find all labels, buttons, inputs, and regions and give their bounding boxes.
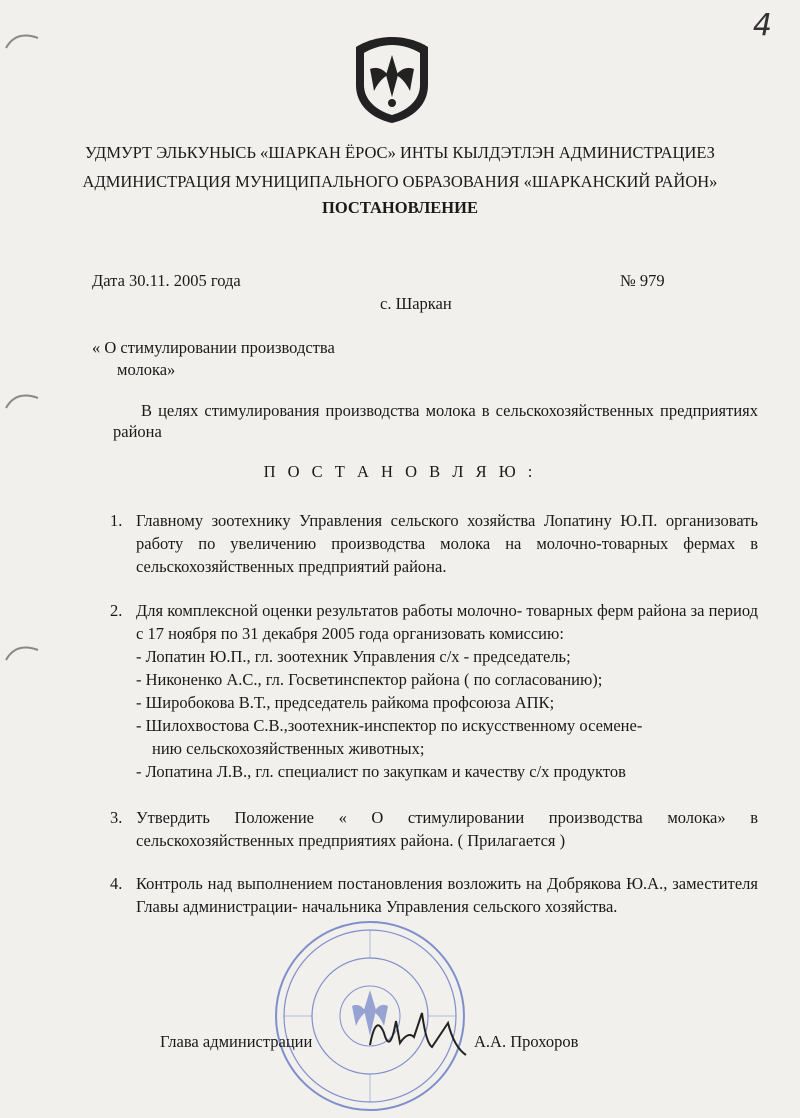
subject-line: « О стимулировании производства: [92, 338, 335, 357]
organization-name-russian: АДМИНИСТРАЦИЯ МУНИЦИПАЛЬНОГО ОБРАЗОВАНИЯ «ШАРКАНСКИЙ РАЙОН»: [82, 172, 718, 191]
resolution-heading: П О С Т А Н О В Л Я Ю :: [263, 462, 537, 481]
item-text: Для комплексной оценки результатов работы молочно- товарных ферм района за период с 17 ноября по 31 декабря 2005 года организовать комиссию:: [136, 601, 758, 643]
document-date: Дата 30.11. 2005 года: [92, 271, 241, 290]
item-text: Контроль над выполнением постановления возложить на Добрякова Ю.А., заместителя Главы администрации- начальника Управления сельского хозяйства.: [136, 874, 758, 916]
organization-name-udmurt: УДМУРТ ЭЛЬКУНЫСЬ «ШАРКАН ЁРОС» ИНТЫ КЫЛДЭТЛЭН АДМИНИСТРАЦИЕЗ: [85, 143, 715, 162]
hole-punch-mark-icon: [2, 28, 42, 54]
handwritten-signature-icon: [362, 1003, 482, 1063]
document-subject: [92, 337, 392, 381]
document-type: ПОСТАНОВЛЕНИЕ: [322, 198, 478, 217]
hole-punch-mark-icon: [2, 388, 42, 414]
item-content: [136, 599, 758, 783]
subject-line: молока»: [117, 360, 176, 379]
udmurt-emblem-icon: [352, 35, 432, 125]
hole-punch-mark-icon: [2, 640, 42, 666]
item-number: 3.: [110, 808, 123, 827]
commission-member: - Лопатин Ю.П., гл. зоотехник Управления с/х - председатель;: [136, 647, 571, 666]
resolution-item: [110, 509, 758, 578]
item-text: Главному зоотехнику Управления сельского хозяйства Лопатину Ю.П. организовать работу по увеличению производства молока на молочно-товарных фермах в сельскохозяйственных предприятий района.: [136, 511, 758, 576]
commission-member: нию сельскохозяйственных животных;: [152, 739, 425, 758]
item-number: 4.: [110, 874, 123, 893]
item-number: 2.: [110, 601, 123, 620]
resolution-item: [110, 599, 758, 783]
commission-member: - Широбокова В.Т., председатель райкома профсоюза АПК;: [136, 693, 555, 712]
resolution-item: [110, 806, 758, 852]
document-number: № 979: [620, 271, 665, 290]
resolution-item: [110, 872, 758, 918]
commission-member: - Шилохвостова С.В.,зоотехник-инспектор по искусственному осемене-: [136, 716, 643, 735]
signer-title: Глава администрации: [160, 1032, 313, 1051]
item-text: Утвердить Положение « О стимулировании производства молока» в сельскохозяйственных предприятиях района. ( Прилагается ): [136, 808, 758, 850]
page-number: 4: [752, 8, 772, 43]
item-number: 1.: [110, 511, 123, 530]
signer-name: А.А. Прохоров: [474, 1032, 579, 1051]
commission-member: - Лопатина Л.В., гл. специалист по закупкам и качеству с/х продуктов: [136, 762, 626, 781]
document-place: с. Шаркан: [380, 294, 452, 313]
preamble: В целях стимулирования производства молока в сельскохозяйственных предприятиях района: [113, 401, 758, 441]
commission-member: - Никоненко А.С., гл. Госветинспектор района ( по согласованию);: [136, 670, 603, 689]
